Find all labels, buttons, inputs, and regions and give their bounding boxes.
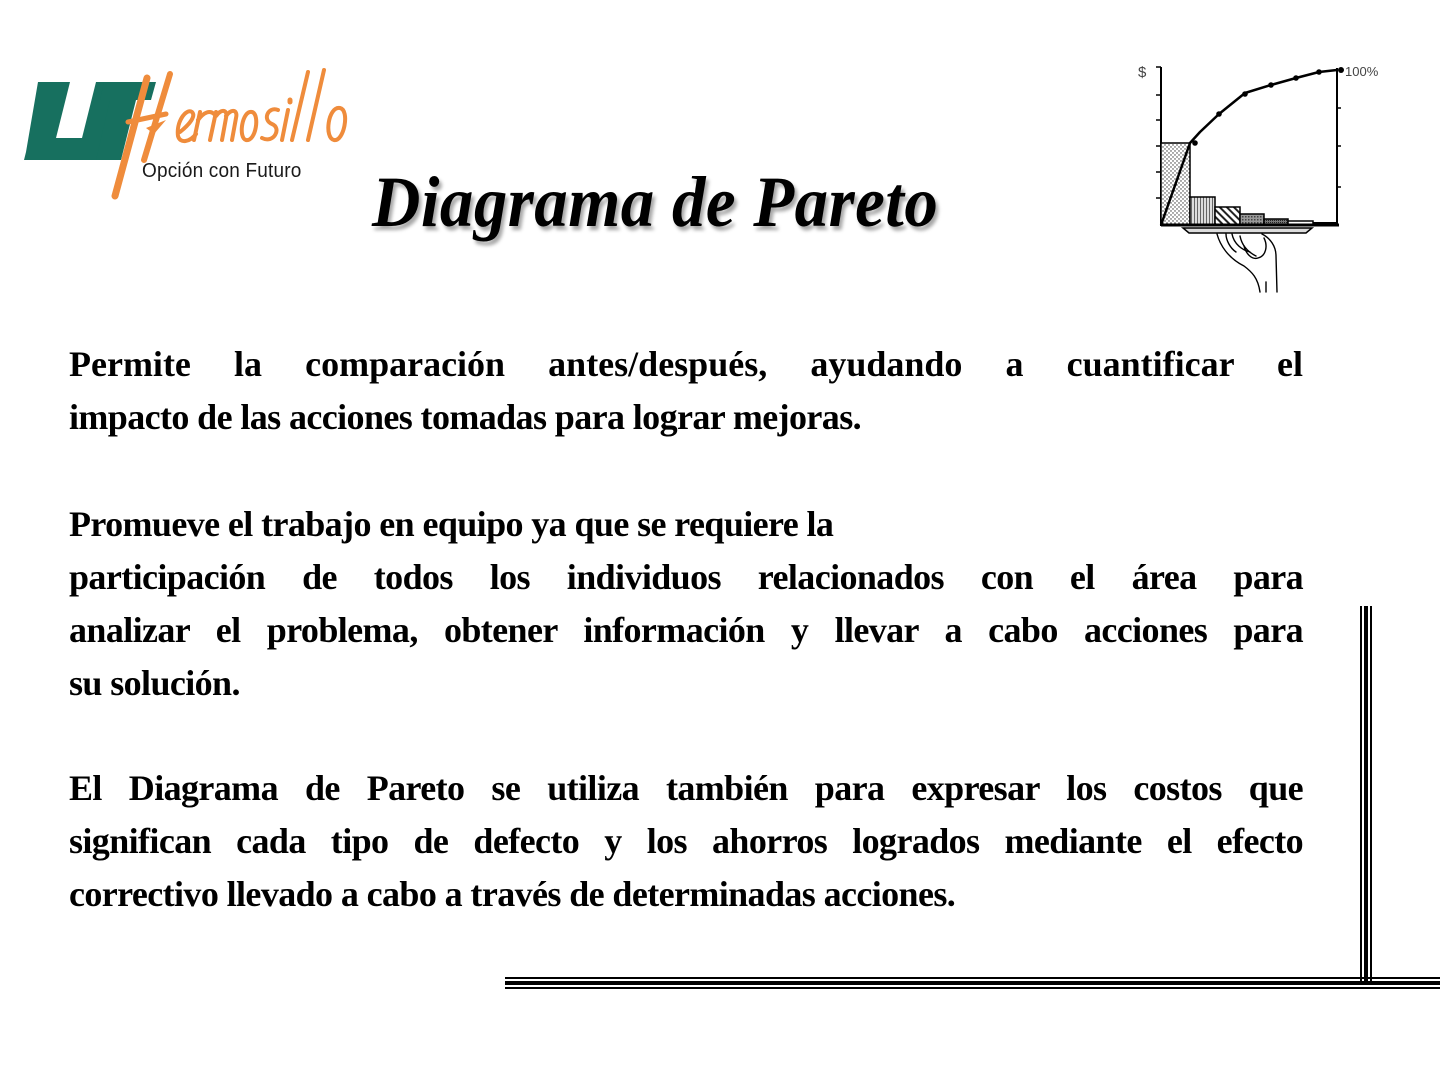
- pareto-illustration-graphic: [1120, 55, 1410, 300]
- logo-tagline: Opción con Futuro: [142, 160, 302, 182]
- paragraph-line: correctivo llevado a cabo a través de determinadas acciones.: [69, 874, 956, 914]
- paragraph-line: analizar el problema, obtener información y llevar a cabo acciones para: [69, 610, 1303, 650]
- paragraph-1: [69, 338, 1303, 444]
- horizontal-rule-bottom: [505, 987, 1440, 989]
- paragraph-3: [69, 762, 1303, 921]
- ut-hermosillo-logo: [20, 60, 360, 200]
- paragraph-line: participación de todos los individuos relacionados con el área para: [69, 557, 1303, 597]
- left-axis-label: $: [1138, 64, 1147, 81]
- right-axis-label: 100%: [1345, 64, 1379, 79]
- paragraph-2: [69, 498, 1303, 710]
- pareto-chart-on-tray-icon: [1120, 55, 1410, 300]
- page-title: Diagrama de Pareto: [372, 162, 939, 242]
- horizontal-rule-top: [505, 977, 1440, 979]
- paragraph-line: significan cada tipo de defecto y los ahorros logrados mediante el efecto: [69, 821, 1303, 861]
- hand-icon: [1217, 234, 1277, 292]
- paragraph-line: su solución.: [69, 663, 240, 703]
- paragraph-line: El Diagrama de Pareto se utiliza también para expresar los costos que: [69, 768, 1303, 808]
- vertical-rule-outer-right: [1370, 606, 1372, 984]
- vertical-rule-thick: [1364, 606, 1368, 984]
- paragraph-line: Permite la comparación antes/después, ayudando a cuantificar el: [69, 344, 1303, 384]
- paragraph-line: impacto de las acciones tomadas para lograr mejoras.: [69, 397, 862, 437]
- vertical-rule-outer-left: [1360, 606, 1362, 984]
- paragraph-line: Promueve el trabajo en equipo ya que se requiere la: [69, 504, 834, 544]
- horizontal-rule-thick: [505, 981, 1440, 985]
